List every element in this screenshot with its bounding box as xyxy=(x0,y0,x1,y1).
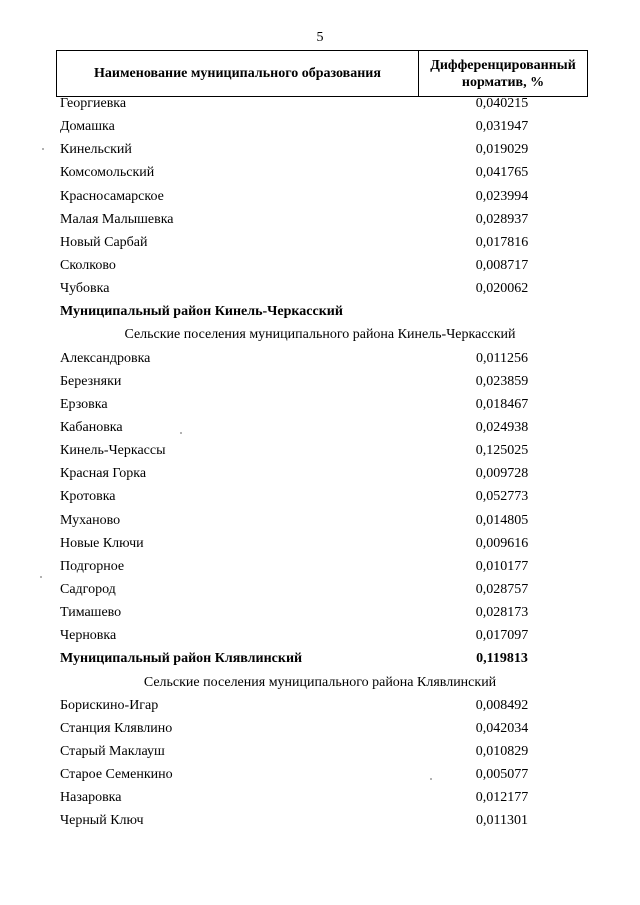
row-name: Новые Ключи xyxy=(60,535,144,551)
row-name: Сколково xyxy=(60,257,116,273)
scan-speck xyxy=(430,778,432,780)
scan-speck xyxy=(42,148,44,150)
row-value: 0,008492 xyxy=(475,697,529,713)
row-name: Александровка xyxy=(60,350,151,366)
scan-speck xyxy=(40,576,42,578)
row-value: 0,010177 xyxy=(475,558,529,574)
section-subheader xyxy=(0,671,640,694)
row-name: Чубовка xyxy=(60,281,110,297)
district-name: Муниципальный район Кинель-Черкасский xyxy=(60,304,343,320)
row-name: Ерзовка xyxy=(60,396,108,412)
row-name: Черновка xyxy=(60,628,117,644)
row-value: 0,010829 xyxy=(475,743,529,759)
page-number: 5 xyxy=(316,30,324,45)
table-row xyxy=(0,138,640,161)
row-value: 0,009616 xyxy=(475,535,529,551)
district-row xyxy=(0,647,640,670)
district-name: Муниципальный район Клявлинский xyxy=(60,651,303,667)
table-row xyxy=(0,763,640,786)
column-header-name: Наименование муниципального образования xyxy=(57,51,419,96)
row-value: 0,019029 xyxy=(475,142,529,158)
section-subheader xyxy=(0,323,640,346)
row-name: Старый Маклауш xyxy=(60,743,165,759)
table-row xyxy=(0,92,640,115)
table-row xyxy=(0,532,640,555)
row-value: 0,028937 xyxy=(475,211,529,227)
row-value: 0,031947 xyxy=(475,119,529,135)
table-row xyxy=(0,254,640,277)
row-name: Старое Семенкино xyxy=(60,767,173,783)
table-row xyxy=(0,231,640,254)
table-row xyxy=(0,786,640,809)
subheader-text: Сельские поселения муниципального района Кинель-Черкасский xyxy=(124,327,516,343)
scan-speck xyxy=(180,432,182,434)
row-value: 0,011256 xyxy=(476,350,528,366)
row-name: Красная Горка xyxy=(60,466,147,482)
table-row xyxy=(0,462,640,485)
table-row xyxy=(0,439,640,462)
table-row xyxy=(0,624,640,647)
table-row xyxy=(0,185,640,208)
row-name: Кинельский xyxy=(60,142,132,158)
row-name: Кротовка xyxy=(60,489,116,505)
district-row xyxy=(0,300,640,323)
column-header-value: Дифференцированный норматив, % xyxy=(430,57,576,90)
row-name: Березняки xyxy=(60,373,122,389)
row-name: Новый Сарбай xyxy=(60,234,148,250)
row-value: 0,052773 xyxy=(475,489,529,505)
row-value: 0,014805 xyxy=(475,512,529,528)
row-name: Станция Клявлино xyxy=(60,720,173,736)
row-name: Садгород xyxy=(60,581,116,597)
row-value: 0,020062 xyxy=(475,281,529,297)
row-value: 0,042034 xyxy=(475,720,529,736)
table-row xyxy=(0,370,640,393)
row-value: 0,028173 xyxy=(475,605,529,621)
table-body xyxy=(0,92,640,833)
table-row xyxy=(0,509,640,532)
row-value: 0,041765 xyxy=(475,165,529,181)
row-name: Комсомольский xyxy=(60,165,155,181)
table-row xyxy=(0,578,640,601)
row-value: 0,012177 xyxy=(475,790,529,806)
table-row xyxy=(0,809,640,832)
row-value: 0,024938 xyxy=(475,419,529,435)
row-value: 0,017816 xyxy=(475,234,529,250)
table-row xyxy=(0,601,640,624)
table-row xyxy=(0,277,640,300)
district-value: 0,119813 xyxy=(476,651,528,667)
row-value: 0,023994 xyxy=(475,188,529,204)
table-row xyxy=(0,740,640,763)
table-row xyxy=(0,694,640,717)
table-row xyxy=(0,416,640,439)
table-row xyxy=(0,347,640,370)
table-row xyxy=(0,717,640,740)
table-row xyxy=(0,393,640,416)
table-row xyxy=(0,208,640,231)
row-name: Георгиевка xyxy=(60,96,127,111)
row-value: 0,018467 xyxy=(475,396,529,412)
row-name: Малая Малышевка xyxy=(60,211,174,227)
row-value: 0,125025 xyxy=(475,443,529,459)
table-header xyxy=(56,50,588,97)
row-name: Кабановка xyxy=(60,419,123,435)
table-row xyxy=(0,555,640,578)
row-value: 0,009728 xyxy=(475,466,529,482)
row-value: 0,028757 xyxy=(475,581,529,597)
row-value: 0,011301 xyxy=(476,813,528,829)
subheader-text: Сельские поселения муниципального района Клявлинский xyxy=(143,674,497,690)
row-name: Борискино-Игар xyxy=(60,697,159,713)
row-value: 0,005077 xyxy=(475,767,529,783)
row-value: 0,017097 xyxy=(475,628,529,644)
row-name: Подгорное xyxy=(60,558,125,574)
row-name: Черный Ключ xyxy=(60,813,144,829)
row-value: 0,040215 xyxy=(475,96,529,111)
row-name: Муханово xyxy=(60,512,121,528)
table-row xyxy=(0,485,640,508)
row-name: Домашка xyxy=(60,119,115,135)
row-name: Красносамарское xyxy=(60,188,164,204)
row-value: 0,008717 xyxy=(475,257,529,273)
table-row xyxy=(0,115,640,138)
row-name: Назаровка xyxy=(60,790,122,806)
row-name: Кинель-Черкассы xyxy=(60,443,166,459)
row-value: 0,023859 xyxy=(475,373,529,389)
table-row xyxy=(0,161,640,184)
row-name: Тимашево xyxy=(60,605,122,621)
